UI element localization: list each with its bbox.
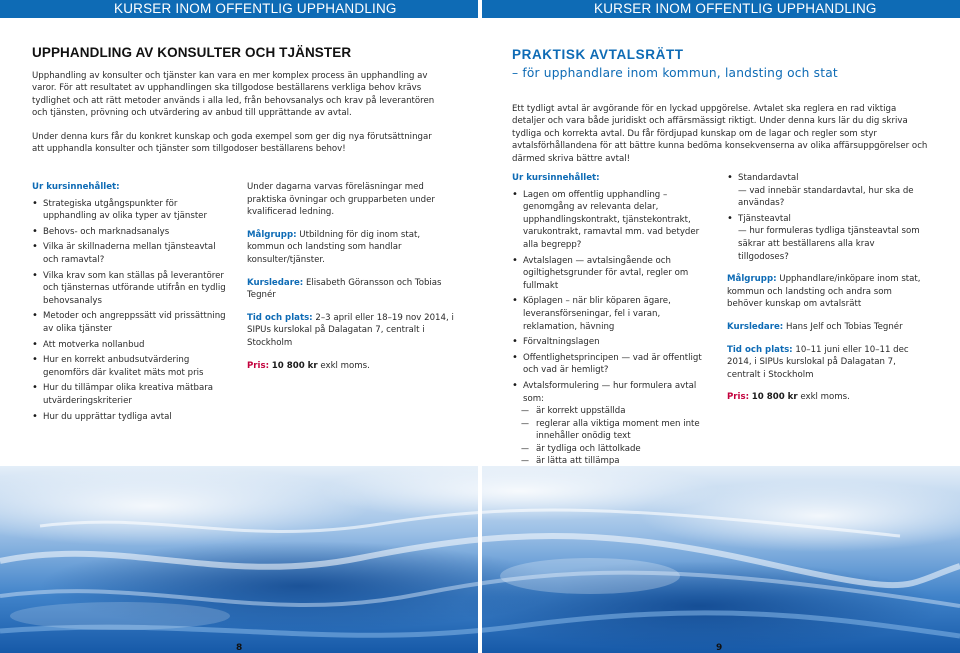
right-price-suffix: exkl moms. <box>800 392 850 403</box>
right-header-band <box>482 0 960 18</box>
sub-list-item: — är korrekt uppställda <box>512 405 714 418</box>
right-time-label: Tid och plats: <box>727 344 793 355</box>
left-price-label: Pris: <box>247 360 270 371</box>
right-content-list-continued <box>727 172 927 263</box>
right-course-content <box>512 172 714 509</box>
left-time-place <box>247 312 457 350</box>
right-content-label: Ur kursinnehållet: <box>512 173 600 183</box>
right-course-info <box>727 172 927 414</box>
left-price-value: 10 800 kr <box>271 360 318 371</box>
left-price-suffix: exkl moms. <box>320 360 370 371</box>
left-time-text: 2–3 april eller 18–19 nov 2014, i SIPUs kurslokal på Dalagatan 7, centralt i Stockholm <box>247 312 454 348</box>
left-format-text: Under dagarna varvas föreläsningar med praktiska övningar och grupparbeten under kvalificerad ledning. <box>247 182 435 218</box>
right-target-label: Målgrupp: <box>727 274 777 285</box>
list-item: • Köplagen – när blir köparen ägare, leveransförseningar, fel i varan, reklamation, hävning <box>512 295 714 333</box>
list-item: • Offentlighetsprincipen — vad är offentligt och vad är hemligt? <box>512 352 714 377</box>
left-leader-text: Elisabeth Göransson och Tobias Tegnér <box>247 277 442 301</box>
right-header-text: KURSER INOM OFFENTLIG UPPHANDLING <box>594 1 877 16</box>
right-time-place <box>727 344 927 382</box>
right-price <box>727 391 927 404</box>
list-item: • Avtalsformulering — hur formulera avtal som: <box>512 380 714 405</box>
left-leader-label: Kursledare: <box>247 277 304 288</box>
left-content-label: Ur kursinnehållet: <box>32 182 120 192</box>
list-item: • Hur en korrekt anbudsutvärdering genomförs där kvalitet mäts mot pris <box>32 354 232 379</box>
right-leader-text: Hans Jelf och Tobias Tegnér <box>785 321 903 332</box>
left-time-label: Tid och plats: <box>247 312 313 323</box>
left-intro-paragraph-2: Under denna kurs får du konkret kunskap och goda exempel som ger dig nya förutsättningar att upphandla konsulter och tjänster som tillgodoser beställarens behov! <box>32 131 432 155</box>
right-target-text: Upphandlare/inköpare inom stat, kommun och landsting och andra som behöver kunskap om avtalsrätt <box>727 274 921 310</box>
list-item: • Behovs- och marknadsanalys <box>32 226 232 239</box>
list-item: • Vilka krav som kan ställas på leverantörer och tjänsternas utförande utifrån en tydlig behovsanalys <box>32 270 232 308</box>
page-gutter <box>478 0 482 653</box>
left-course-leader <box>247 277 457 302</box>
list-item: • Tjänsteavtal <box>727 213 927 226</box>
list-item: • Standardavtal <box>727 172 927 185</box>
list-item-continuation: — vad innebär standardavtal, hur ska de användas? <box>738 185 914 209</box>
left-intro <box>32 70 442 166</box>
right-target-group <box>727 273 927 311</box>
left-target-label: Målgrupp: <box>247 229 297 240</box>
left-price <box>247 360 457 373</box>
list-item: • Strategiska utgångspunkter för upphandling av olika typer av tjänster <box>32 198 232 223</box>
list-item: • Metoder och angreppssätt vid prissättning av olika tjänster <box>32 310 232 335</box>
list-item: • Lagen om offentlig upphandling – genomgång av relevanta delar, upphandlingskontrakt, tjänstekontrakt, varukontrakt, ramavtal mm. vad betyder alla begrepp? <box>512 189 714 252</box>
right-page-number: 9 <box>716 643 723 653</box>
left-header-band <box>0 0 478 18</box>
right-course-leader <box>727 321 927 334</box>
list-item: • Hur du tillämpar olika kreativa mätbara utvärderingskriterier <box>32 382 232 407</box>
list-item: • Vilka är skillnaderna mellan tjänsteavtal och ramavtal? <box>32 241 232 266</box>
left-target-group <box>247 229 457 267</box>
right-content-list <box>512 189 714 509</box>
list-item-continuation: — hur formuleras tydliga tjänsteavtal som säkrar att beställarens alla krav tillgodoses? <box>738 226 920 262</box>
list-item: • Förvaltningslagen <box>512 336 714 349</box>
left-page-title: UPPHANDLING AV KONSULTER OCH TJÄNSTER <box>32 45 352 60</box>
sub-list-item: — är lätta att tillämpa <box>512 455 714 468</box>
left-content-list <box>32 198 232 424</box>
list-item: • Hur du upprättar tydliga avtal <box>32 411 232 424</box>
sub-list-item: — reglerar alla viktiga moment men inte innehåller onödig text <box>512 418 714 443</box>
right-price-value: 10 800 kr <box>751 392 798 403</box>
right-intro <box>512 103 928 176</box>
right-page-subtitle: – för upphandlare inom kommun, landsting och stat <box>512 66 838 80</box>
left-intro-paragraph-1: Upphandling av konsulter och tjänster kan vara en mer komplex process än upphandling av varor. För att resultatet av upphandlingen ska tillgodose beställarens verkliga behov krävs tydlighet och att rätt metoder används i alla led, från behovsanalys och krav på leverantören och tjänsten, prövning och utvärdering av anbud till upprättande av avtal. <box>32 71 435 119</box>
left-course-content <box>32 181 232 426</box>
right-page-title: PRAKTISK AVTALSRÄTT <box>512 47 684 62</box>
right-intro-paragraph: Ett tydligt avtal är avgörande för en lyckad uppgörelse. Avtalet ska reglera en rad viktiga detaljer och vara både juridiskt och affärsmässigt riktigt. Under denna kurs lär du dig skriva tydliga och korrekta avtal. Du får fördjupad kunskap om de lagar och regler som styr avtalsförhållandena för att bättre kunna bedöma konsekvenserna av olika affärsuppgörelser och därmed skriva bättre avtal! <box>512 104 928 164</box>
right-price-label: Pris: <box>727 392 750 403</box>
list-item: • Att motverka nollanbud <box>32 339 232 352</box>
left-page-number: 8 <box>236 643 243 653</box>
left-header-text: KURSER INOM OFFENTLIG UPPHANDLING <box>114 1 397 16</box>
left-target-text: Utbildning för dig inom stat, kommun och landsting som handlar konsulter/tjänster. <box>247 229 421 265</box>
left-course-info <box>247 181 457 382</box>
right-time-text: 10–11 juni eller 10–11 dec 2014, i SIPUs kurslokal på Dalagatan 7, centralt i Stockholm <box>727 344 909 380</box>
list-item: • Avtalslagen — avtalsingående och ogiltighetsgrunder för avtal, regler om fullmakt <box>512 255 714 293</box>
sub-list-item: — är tydliga och lättolkade <box>512 443 714 456</box>
right-leader-label: Kursledare: <box>727 321 784 332</box>
